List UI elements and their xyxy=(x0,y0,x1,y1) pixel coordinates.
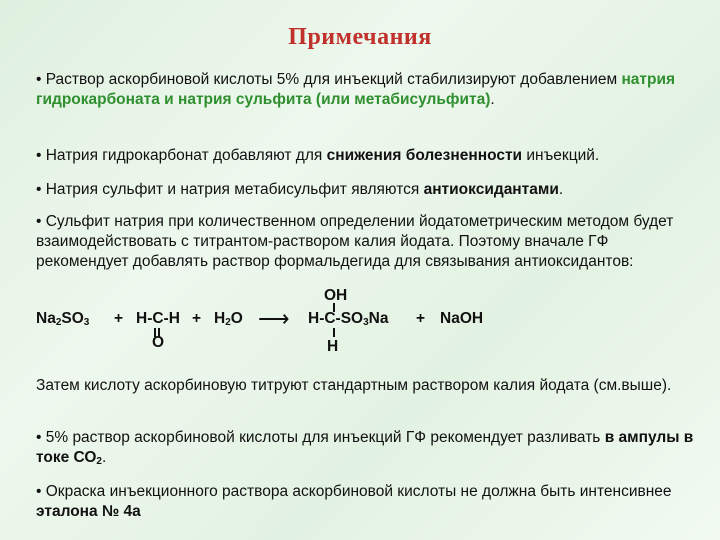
hydroxyl-group: OH xyxy=(324,287,348,304)
note-text-end: . xyxy=(490,91,495,108)
note-text: • 5% раствор аскорбиновой кислоты для инъекций ГФ рекомендует разливать xyxy=(36,429,605,446)
reactant-water: $H_2O$ xyxy=(214,310,243,328)
note-text: • Раствор аскорбиновой кислоты 5% для инъекций стабилизируют добавлением xyxy=(36,71,622,88)
note-stabilizers xyxy=(36,70,701,110)
slide-title: Примечания xyxy=(288,24,432,50)
plus-sign: + xyxy=(192,310,202,327)
note-text: • Натрия сульфит и натрия метабисульфит являются xyxy=(36,181,424,198)
highlight-text: антиоксидантами xyxy=(423,181,559,198)
single-bond xyxy=(333,328,335,337)
reaction-arrow: ⟶ xyxy=(258,306,290,331)
note-text: • Окраска инъекционного раствора аскорбиновой кислоты не должна быть интенсивнее xyxy=(36,483,672,500)
product-naoh: NaOH xyxy=(440,310,484,327)
note-iodatometry: • Сульфит натрия при количественном определении йодатометрическим методом будет взаимодействовать с титрантом-раствором калия йодата. Поэтому вначале ГФ рекомендует добавлять раствор формальдегида для связывания антиоксидантов: xyxy=(36,213,674,270)
note-ampoules xyxy=(36,428,701,472)
note-text-end: инъекций. xyxy=(522,147,600,164)
note-text-end: . xyxy=(101,449,107,466)
product-hydrogen: H xyxy=(327,338,339,355)
note-bicarbonate xyxy=(36,146,701,166)
product-sulfonate: $H-C-SO_3Na$ xyxy=(308,310,389,328)
note-text-end: . xyxy=(558,181,564,198)
reactant-sulfite: $Na_2SO_3$ xyxy=(36,310,90,328)
note-titration: Затем кислоту аскорбиновую титруют стандартным раствором калия йодата (см.выше). xyxy=(36,377,672,394)
highlight-text: снижения болезненности xyxy=(326,147,523,164)
highlight-text: в ампулы в токе $СО_2$ xyxy=(36,429,694,467)
carbonyl-oxygen: O xyxy=(152,334,165,351)
highlight-text: эталона № 4а xyxy=(36,503,141,520)
note-color xyxy=(36,482,701,522)
note-text: • Натрия гидрокарбонат добавляют для xyxy=(36,147,327,164)
plus-sign: + xyxy=(416,310,426,327)
reactant-formaldehyde: H-C-H xyxy=(136,310,180,327)
highlight-text: натрия гидрокарбоната и натрия сульфита (или метабисульфита) xyxy=(36,71,676,108)
note-antioxidants xyxy=(36,180,701,200)
plus-sign: + xyxy=(114,310,124,327)
